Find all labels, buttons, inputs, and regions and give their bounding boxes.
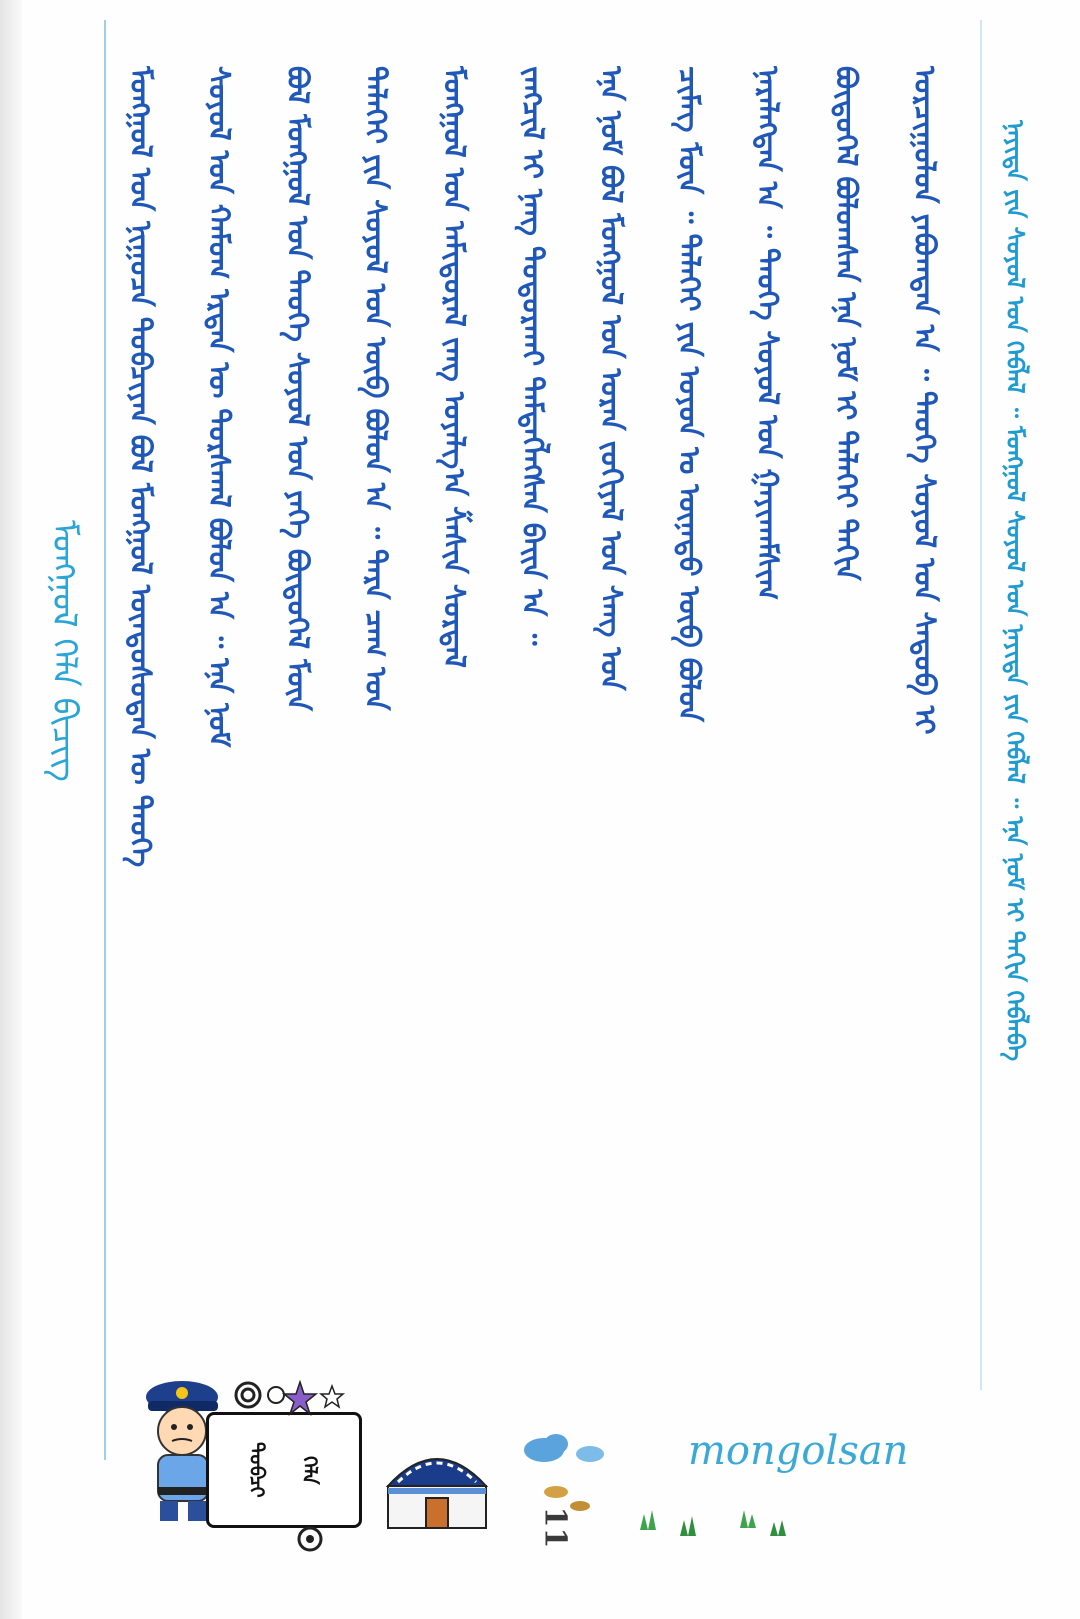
page-header-title: ᠮᠣᠩᠭᠣᠯ ᠬᠡᠯᠡ ᠪᠢᠴᠢᠭ [44,520,84,782]
sign-text: ᠲᠣᠪᠴᠢ [245,1442,269,1498]
footnote: ᠨᠡᠶᠢᠲᠡ ᠶᠢᠨ ᠰᠣᠶᠣᠯ ᠤᠨ ᠬᠡᠪᠯᠡᠯ ᠃ ᠮᠣᠩᠭᠣᠯ ᠰᠣᠶᠣᠯ ᠤᠨ ᠨᠡᠶᠢᠲᠡ ᠶᠢᠨ ᠬᠡᠪᠯᠡᠯ ᠃ ᠡᠨᠡ ᠨᠣᠮ ᠢ ᠳᠠᠬᠢᠨ ᠬᠡᠪᠯᠡᠪᠡ [1001,120,1029,1062]
body-column: ᠵᠠᠩᠴᠢᠯ ᠢ ᠨᠡᠩ ᠲᠣᠳᠣᠷᠬᠠᠢ ᠲᠡᠮᠳᠡᠭᠯᠡᠭᠰᠡᠨ ᠪᠠᠢᠨ ᠠ ᠃ [515,66,550,646]
body-column: ᠮᠣᠩᠭᠣᠯ ᠤᠨ ᠨᠢᠭᠤᠴᠠ ᠲᠣᠪᠴᠢᠶᠠᠨ ᠪᠣᠯ ᠮᠣᠩᠭᠣᠯ ᠦᠨᠳᠦᠰᠦᠲᠡᠨ ᠦ ᠲᠡᠦᠬᠡ [124,66,158,868]
cloud-icon [520,1430,610,1470]
body-column: ᠳᠡᠯᠡᠬᠡᠢ ᠶᠢᠨ ᠰᠣᠶᠣᠯ ᠤᠨ ᠥᠪ ᠪᠣᠯᠤᠨ ᠠ ᠃ ᠲᠡᠷᠡ ᠴᠠᠭ ᠤᠨ [359,66,394,711]
body-column: ᠪᠦᠲᠦᠭᠡᠯ ᠪᠣᠯᠤᠭᠰᠠᠨ ᠡᠨᠡ ᠨᠣᠮ ᠢ ᠳᠡᠯᠡᠬᠡᠢ ᠳᠠᠬᠢᠨ [829,66,864,581]
brand-logo: mongolsan [688,1428,909,1474]
body-column: ᠡᠨᠡ ᠨᠣᠮ ᠪᠣᠯ ᠮᠣᠩᠭᠣᠯ ᠤᠨ ᠤᠷᠠᠨ ᠵᠣᠬᠢᠶᠠᠯ ᠤᠨ ᠰᠠᠩ ᠤᠨ [594,66,629,691]
body-column: ᠪᠣᠯ ᠮᠣᠩᠭᠣᠯ ᠤᠨ ᠲᠡᠦᠬᠡ ᠰᠣᠶᠣᠯ ᠤᠨ ᠶᠡᠬᠡ ᠪᠦᠲᠦᠭᠡᠯ ᠮᠥᠨ [280,66,315,712]
body-column: ᠨᠡᠷᠡᠯᠡᠭᠳᠡᠨ ᠠ ᠃ ᠲᠡᠦᠬᠡ ᠰᠣᠶᠣᠯ ᠤᠨ ᠭᠠᠶᠢᠬᠠᠮᠰᠢᠭ [751,66,786,601]
body-text [118,66,948,1406]
sign-board [206,1412,362,1528]
page-edge [0,0,22,1619]
sign-text: ᠬᠡᠯᠡ [298,1455,322,1485]
page-number: 11 [537,1506,573,1549]
ring-decoration-icon [296,1525,324,1553]
page-frame-line-right [980,20,982,1390]
body-column: ᠰᠣᠶᠣᠯ ᠤᠨ ᠬᠠᠮᠤᠭ ᠡᠷᠲᠡᠨ ᠦ ᠳᠤᠷᠰᠭᠠᠯ ᠪᠣᠯᠤᠨ ᠠ ᠃ ᠡᠨᠡ ᠨᠣᠮ [202,66,237,748]
star-icon [280,1380,350,1420]
yurt-icon [378,1428,496,1538]
body-column: ᠴᠢᠮᠡᠭ ᠮᠥᠨ ᠃ ᠳᠡᠯᠡᠬᠡᠢ ᠶᠢᠨ ᠣᠶᠤᠨ ᠤ ᠦᠨᠡᠲᠦ ᠥᠪ ᠪᠣᠯᠤᠨ [672,66,707,723]
body-column: ᠣᠷᠴᠢᠭᠤᠯᠤᠨ ᠶᠠᠪᠤᠭᠳᠠᠨ ᠠ ᠃ ᠲᠡᠦᠬᠡ ᠰᠣᠶᠣᠯ ᠤᠨ ᠰᠡᠳᠦᠪ ᠢ [907,66,942,735]
page-frame-line [104,20,106,1460]
grass-icon [630,1480,800,1540]
body-column: ᠮᠣᠩᠭᠣᠯ ᠤᠨ ᠠᠮᠢᠳᠤᠷᠠᠯ ᠵᠠᠩ ᠤᠶᠠᠯᠭ᠎ᠠ ᠱᠠᠰᠢᠨ ᠰᠤᠷᠲᠠᠯ [437,66,472,668]
